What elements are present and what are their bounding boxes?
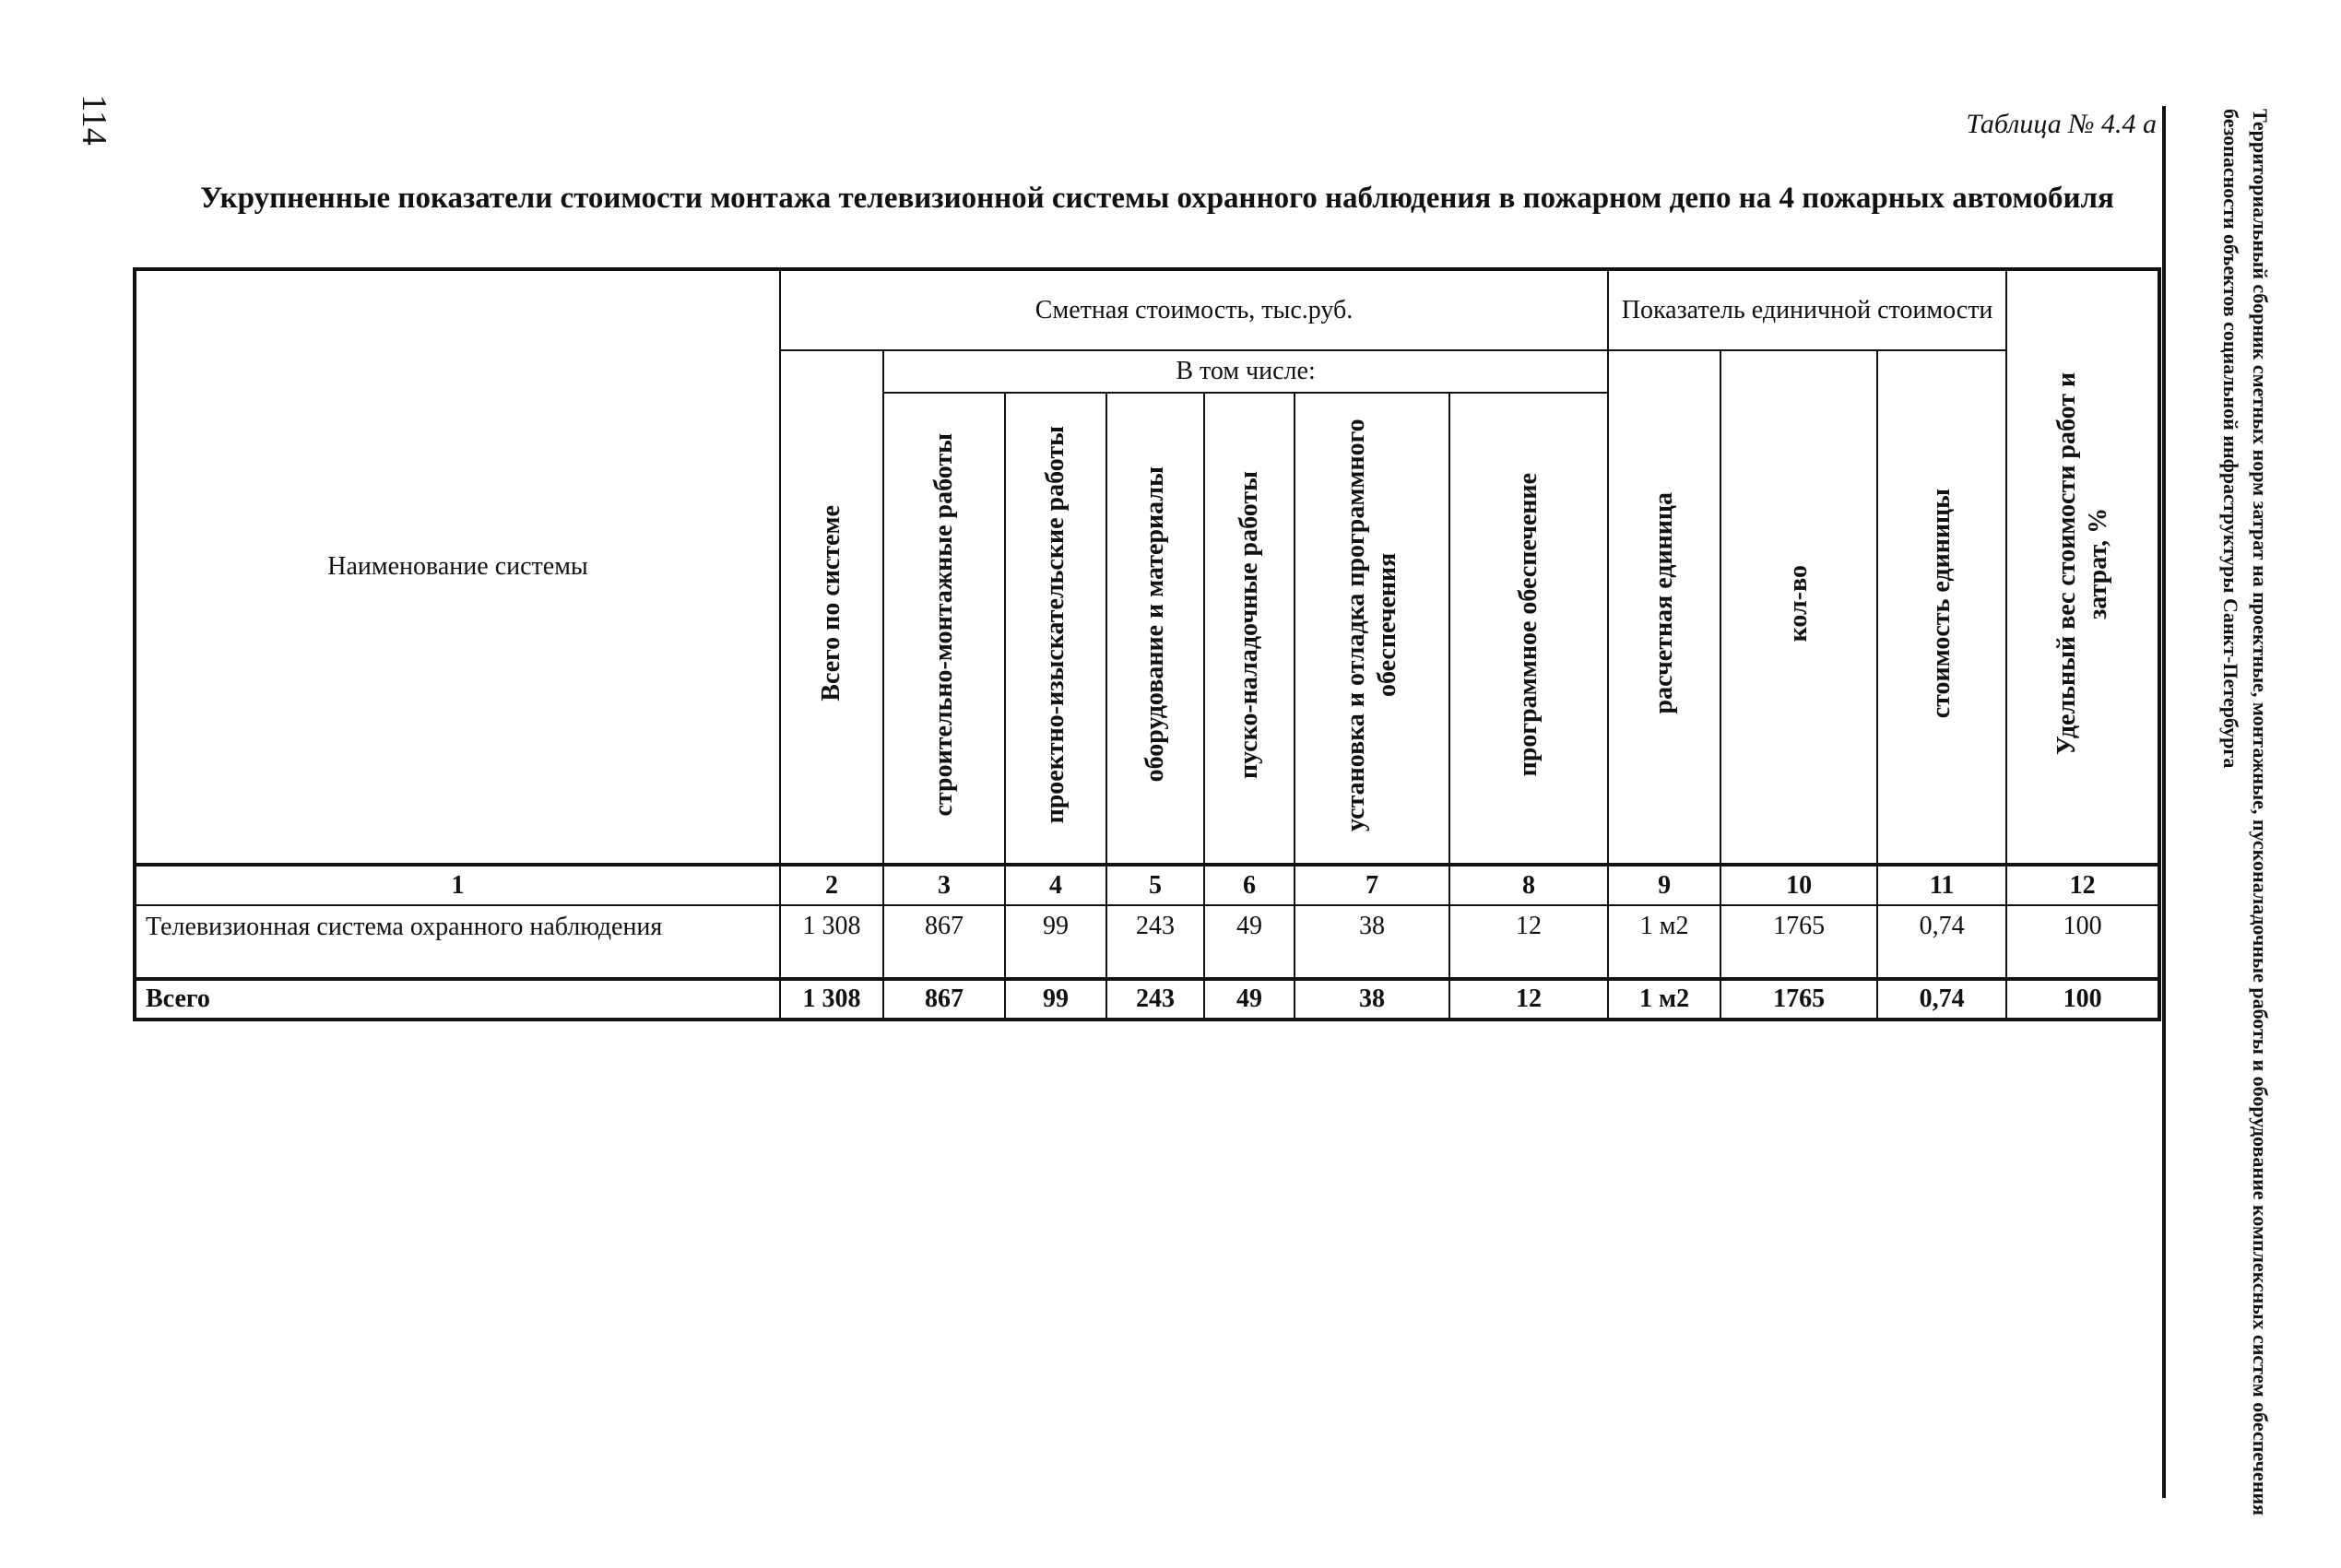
header-quantity (1720, 350, 1877, 865)
header-commissioning-text: пуско-наладочные работы (1235, 470, 1263, 779)
header-construction-text: строительно-монтажные работы (929, 432, 958, 817)
cell-total: 1 308 (780, 905, 883, 979)
header-unit-indicator: Показатель единичной стоимости (1608, 269, 2006, 350)
column-number: 4 (1005, 865, 1106, 905)
total-quantity: 1765 (1720, 979, 1877, 1020)
cell-name: Телевизионная система охранного наблюдения (135, 905, 780, 979)
header-share-text: Удельный вес стоимости работ и затрат, % (2051, 371, 2112, 755)
header-calc-unit (1608, 350, 1720, 865)
column-number: 8 (1449, 865, 1608, 905)
header-equipment-text: оборудование и материалы (1141, 466, 1169, 783)
column-number: 11 (1877, 865, 2006, 905)
header-calc-unit-text: расчетная единица (1649, 492, 1679, 714)
column-number: 3 (883, 865, 1005, 905)
table-caption: Таблица № 4.4 а (1966, 109, 2157, 139)
side-border-line (2162, 106, 2166, 1498)
total-name: Всего (135, 979, 780, 1020)
cell-software: 12 (1449, 905, 1608, 979)
total-construction: 867 (883, 979, 1005, 1020)
header-design-text: проектно-изыскательские работы (1041, 425, 1070, 824)
total-software-setup: 38 (1295, 979, 1449, 1020)
page-title: Укрупненные показатели стоимости монтажа телевизионной системы охранного наблюдения в пожарном депо на 4 пожарных автомобиля (200, 182, 2114, 215)
header-including: В том числе: (883, 350, 1608, 393)
page-number: 114 (75, 94, 113, 146)
header-total-system-text: Всего по системе (817, 505, 845, 701)
header-software-setup-text: установка и отладка программного обеспечения (1342, 418, 1401, 831)
cell-design: 99 (1005, 905, 1106, 979)
header-unit-cost-text: стоимость единицы (1927, 488, 1957, 719)
cell-commissioning: 49 (1204, 905, 1295, 979)
total-commissioning: 49 (1204, 979, 1295, 1020)
cell-share: 100 (2006, 905, 2159, 979)
column-number: 1 (135, 865, 780, 905)
cell-software-setup: 38 (1295, 905, 1449, 979)
header-software (1449, 393, 1608, 865)
cell-equipment: 243 (1106, 905, 1204, 979)
total-row (135, 979, 2159, 1020)
column-number: 2 (780, 865, 883, 905)
cell-calc-unit: 1 м2 (1608, 905, 1720, 979)
total-share: 100 (2006, 979, 2159, 1020)
header-name: Наименование системы (135, 269, 780, 865)
header-estimated-cost: Сметная стоимость, тыс.руб. (780, 269, 1608, 350)
cost-table (133, 267, 2161, 1021)
column-number: 6 (1204, 865, 1295, 905)
header-commissioning (1204, 393, 1295, 865)
column-number: 9 (1608, 865, 1720, 905)
header-design (1005, 393, 1106, 865)
header-software-setup (1295, 393, 1449, 865)
column-number: 10 (1720, 865, 1877, 905)
total-unit-cost: 0,74 (1877, 979, 2006, 1020)
total-equipment: 243 (1106, 979, 1204, 1020)
total-total: 1 308 (780, 979, 883, 1020)
cell-quantity: 1765 (1720, 905, 1877, 979)
header-share (2006, 269, 2159, 865)
total-calc-unit: 1 м2 (1608, 979, 1720, 1020)
column-number: 5 (1106, 865, 1204, 905)
header-quantity-text: кол-во (1784, 564, 1814, 643)
header-construction (883, 393, 1005, 865)
header-software-text: программное обеспечение (1514, 472, 1543, 777)
cell-construction: 867 (883, 905, 1005, 979)
column-number: 12 (2006, 865, 2159, 905)
total-software: 12 (1449, 979, 1608, 1020)
cell-unit-cost: 0,74 (1877, 905, 2006, 979)
header-equipment (1106, 393, 1204, 865)
running-header: Территориальный сборник сметных норм затрат на проектные, монтажные, пусконаладочные работы и оборудование комплексных систем обеспечения безопасности объектов социальной инфраструктуры Санкт-Петербурга (2219, 109, 2272, 1516)
header-unit-cost (1877, 350, 2006, 865)
total-design: 99 (1005, 979, 1106, 1020)
column-number: 7 (1295, 865, 1449, 905)
header-total-system (780, 350, 883, 865)
table-row (135, 905, 2159, 979)
